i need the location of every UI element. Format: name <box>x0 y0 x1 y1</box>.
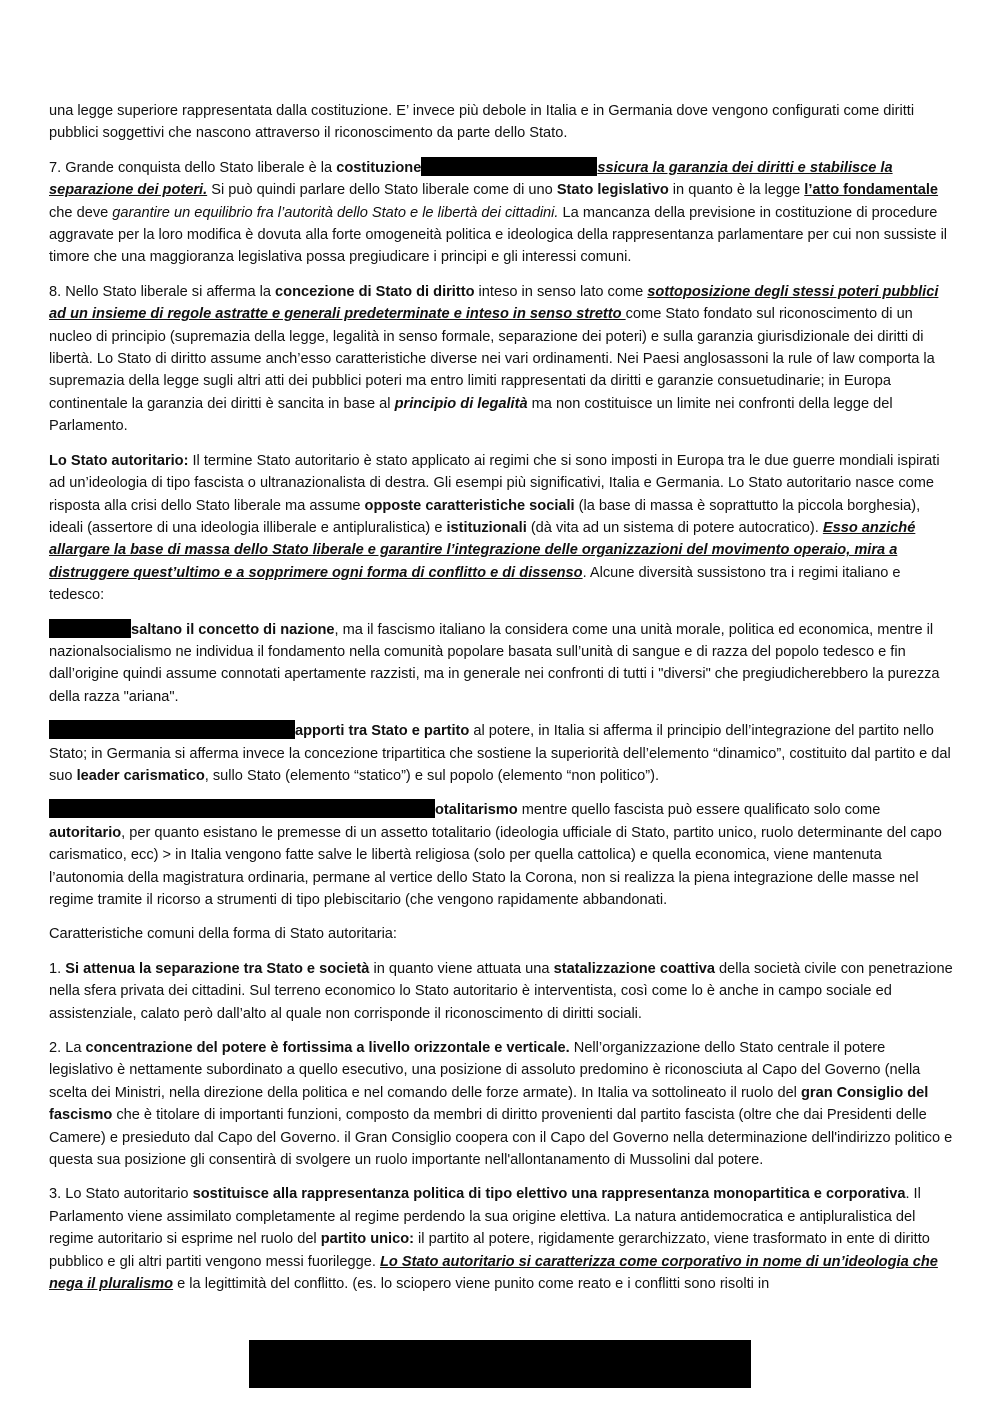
bold-run: Si attenua la separazione tra Stato e società <box>65 960 370 977</box>
emphasis-run: principio di legalità <box>394 395 528 412</box>
text-run: (dà vita ad un sistema di potere autocratico). <box>526 519 823 536</box>
bold-run: leader carismatico <box>76 767 205 784</box>
redaction-bar <box>49 720 295 739</box>
paragraph-totalitarismo <box>49 799 953 911</box>
emphasis-run: Esso anziché allargare la base di massa dello Stato liberale e garantire l’integrazione delle organizzazioni del movimento operaio, mira a distruggere quest’ultimo e a sopprimere ogni forma di conflitto e di dissenso <box>49 519 916 581</box>
paragraph-point-3 <box>49 1183 953 1295</box>
redaction-bar <box>49 799 435 818</box>
bold-run: saltano il concetto di nazione <box>131 621 335 638</box>
text-run: in quanto è la legge <box>668 182 805 199</box>
paragraph-stato-partito <box>49 720 953 787</box>
bold-run: istituzionali <box>446 519 527 536</box>
bold-run: statalizzazione coattiva <box>553 960 715 977</box>
text-run: . Il Parlamento viene assimilato completamente al regime perdendo la sua origine elettiva. La natura antidemocratica e antipluralistica del regime autoritario si esprime nel ruolo del <box>49 1186 921 1248</box>
text-run: al potere, in Italia si afferma il principio dell’integrazione del partito nello Stato; in Germania si afferma invece la concezione tripartitica che sostiene la superiorità dell’elemento “dinamico”, costituito dal partito e dal suo <box>49 723 951 784</box>
bold-run: concentrazione del potere è fortissima a livello orizzontale e verticale. <box>85 1040 570 1057</box>
bold-run: gran Consiglio del fascismo <box>49 1084 929 1124</box>
text-run: 2. La <box>49 1040 86 1057</box>
text-run: della società civile con penetrazione nella sfera privata dei cittadini. Sul terreno economico lo Stato autoritario è interventista, così come lo è anche in campo sociale ed assistenziale, calato però dall’alto al quale non corrisponde il riconoscimento di diritti sociali. <box>49 960 953 1022</box>
paragraph-nazione <box>49 619 953 709</box>
paragraph-point-2 <box>49 1037 953 1171</box>
bold-run: costituzione <box>336 159 422 176</box>
bold-run: Stato legislativo <box>556 182 669 199</box>
text-run: Si può quindi parlare dello Stato liberale come di uno <box>207 182 557 199</box>
footer-redaction-bar <box>249 1340 751 1388</box>
text-run: che è titolare di importanti funzioni, composto da membri di diritto provenienti dal partito fascista (oltre che dai Presidenti delle Camere) e presieduto dal Capo del Governo. il Gran Consiglio coopera con il Capo del Governo nella determinazione dell'indirizzo politico e questa sua posizione gli consentirà di svolgere un ruolo importante nell'allontanamento di Mussolini dal potere. <box>49 1107 953 1169</box>
text-run: una legge superiore rappresentata dalla costituzione. E’ invece più debole in Italia e in Germania dove vengono configurati come diritti pubblici soggettivi che nascono attraverso il riconoscimento da parte dello Stato. <box>49 103 915 142</box>
text-run: come Stato fondato sul riconoscimento di un nucleo di principio (supremazia della legge, legalità in senso formale, separazione dei poteri) e sulla garanzia giurisdizionale dei diritti di libertà. Lo Stato di diritto assume anch’esso caratteristiche diverse nei vari ordinamenti. Nei Paesi anglosassoni la rule of law comporta la supremazia della legge sugli altri atti dei pubblici poteri ma entro limiti rappresentati da diritti e garanzie consuetudinarie; in Europa continentale la garanzia dei diritti è sancita in base al <box>49 306 935 412</box>
text-run: inteso in senso lato come <box>474 283 648 300</box>
bold-run: otalitarismo <box>435 802 518 819</box>
emphasis-run: l’atto fondamentale <box>804 182 939 199</box>
bold-run: partito unico: <box>320 1231 414 1248</box>
paragraph-constitution-rights <box>49 100 953 145</box>
text-run: . Alcune diversità sussistono tra i regimi italiano e tedesco: <box>49 564 901 604</box>
bold-run: autoritario <box>49 824 122 841</box>
bold-run: apporti tra Stato e partito <box>295 723 470 740</box>
text-run: , ma il fascismo italiano la considera come una unità morale, politica ed economica, mentre il nazionalsocialismo ne individua il fondamento nella comunità popolare basata sull’unità di sangue e di razza del popolo tedesco e fin dall’origine quindi assume connotati apertamente razzisti, ma in generale nei confronti di tutti i "diversi" che pregiudicherebbero la purezza della razza "ariana". <box>49 621 940 705</box>
text-run: ma non costituisce un limite nei confronti della legge del Parlamento. <box>49 395 893 435</box>
italic-run: garantire un equilibrio fra l’autorità dello Stato e le libertà dei cittadini. <box>112 204 559 221</box>
text-run: , per quanto esistano le premesse di un assetto totalitario (ideologia ufficiale di Stato, partito unico, ruolo determinante del capo carismatico, ecc) > in Italia vengono fatte salve le libertà religiosa (solo per quella cattolica) e quella economica, viene mantenuta l’autonomia della magistratura ordinaria, permane al vertice dello Stato la Corona, non si realizza la piena integrazione delle masse nel regime tramite il ricorso a strumenti di tipo plebiscitario (che vengono rapidamente abbandonati. <box>49 824 942 908</box>
text-run: il partito al potere, rigidamente gerarchizzato, viene trasformato in ente di diritto pubblico e gli altri partiti vengono messi fuorilegge. <box>49 1231 930 1270</box>
emphasis-run: sottoposizione degli stessi poteri pubblici ad un insieme di regole astratte e generali predeterminate e inteso in senso stretto <box>49 283 939 323</box>
bold-run: opposte caratteristiche sociali <box>364 497 575 514</box>
text-run: 8. Nello Stato liberale si afferma la <box>49 283 276 300</box>
text-run: , sullo Stato (elemento “statico”) e sul popolo (elemento “non politico”). <box>204 767 660 784</box>
paragraph-stato-autoritario <box>49 450 953 607</box>
paragraph-caratteristiche-comuni <box>49 923 953 945</box>
text-run: 3. Lo Stato autoritario <box>49 1186 193 1203</box>
redaction-bar <box>421 157 597 176</box>
emphasis-run: ssicura la garanzia dei diritti e stabilisce la separazione dei poteri. <box>49 159 893 199</box>
text-run: Nell’organizzazione dello Stato centrale il potere legislativo è nettamente subordinato a quello esecutivo, una posizione di assoluto predomino è riconosciuta al Capo del Governo (nella scelta dei Ministri, nella direzione della politica e nel comando delle forze armate). In Italia va sottolineato il ruolo del <box>49 1040 921 1101</box>
paragraph-7-costituzione <box>49 157 953 269</box>
text-run: La mancanza della previsione in costituzione di procedure aggravate per la loro modifica è dovuta alla forte omogeneità politica e ideologica della rappresentanza parlamentare per cui non sussiste il timore che una maggioranza legislativa possa pregiudicare i principi e gli interessi comuni. <box>49 204 948 266</box>
paragraph-point-1 <box>49 958 953 1025</box>
text-run: Il termine Stato autoritario è stato applicato ai regimi che si sono imposti in Europa tra le due guerre mondiali ispirati ad un’ideologia di tipo fascista o ultranazionalista di destra. Gli esempi più significativi, Italia e Germania. Lo Stato autoritario nasce come risposta alla crisi dello Stato liberale ma assume <box>49 452 940 514</box>
text-run: e la legittimità del conflitto. (es. lo sciopero viene punito come reato e i conflitti sono risolti in <box>173 1276 770 1293</box>
bold-run: concezione di Stato di diritto <box>275 283 475 300</box>
bold-run: sostituisce alla rappresentanza politica di tipo elettivo una rappresentanza monopartitica e corporativa <box>192 1186 906 1203</box>
paragraph-8-stato-di-diritto <box>49 281 953 438</box>
text-run: in quanto viene attuata una <box>369 960 554 977</box>
text-run: Caratteristiche comuni della forma di Stato autoritaria: <box>49 926 397 943</box>
text-run: che deve <box>49 204 113 221</box>
bold-run: Lo Stato autoritario: <box>49 452 189 469</box>
text-run: mentre quello fascista può essere qualificato solo come <box>517 802 881 819</box>
text-run: 1. <box>49 960 66 977</box>
emphasis-run: Lo Stato autoritario si caratterizza come corporativo in nome di un’ideologia che nega il pluralismo <box>49 1253 938 1293</box>
document-body <box>49 100 953 1308</box>
text-run: (la base di massa è soprattutto la piccola borghesia), ideali (assertore di una ideologia illiberale e antipluralistica) e <box>49 497 921 536</box>
text-run: 7. Grande conquista dello Stato liberale è la <box>49 159 337 176</box>
redaction-bar <box>49 619 131 638</box>
